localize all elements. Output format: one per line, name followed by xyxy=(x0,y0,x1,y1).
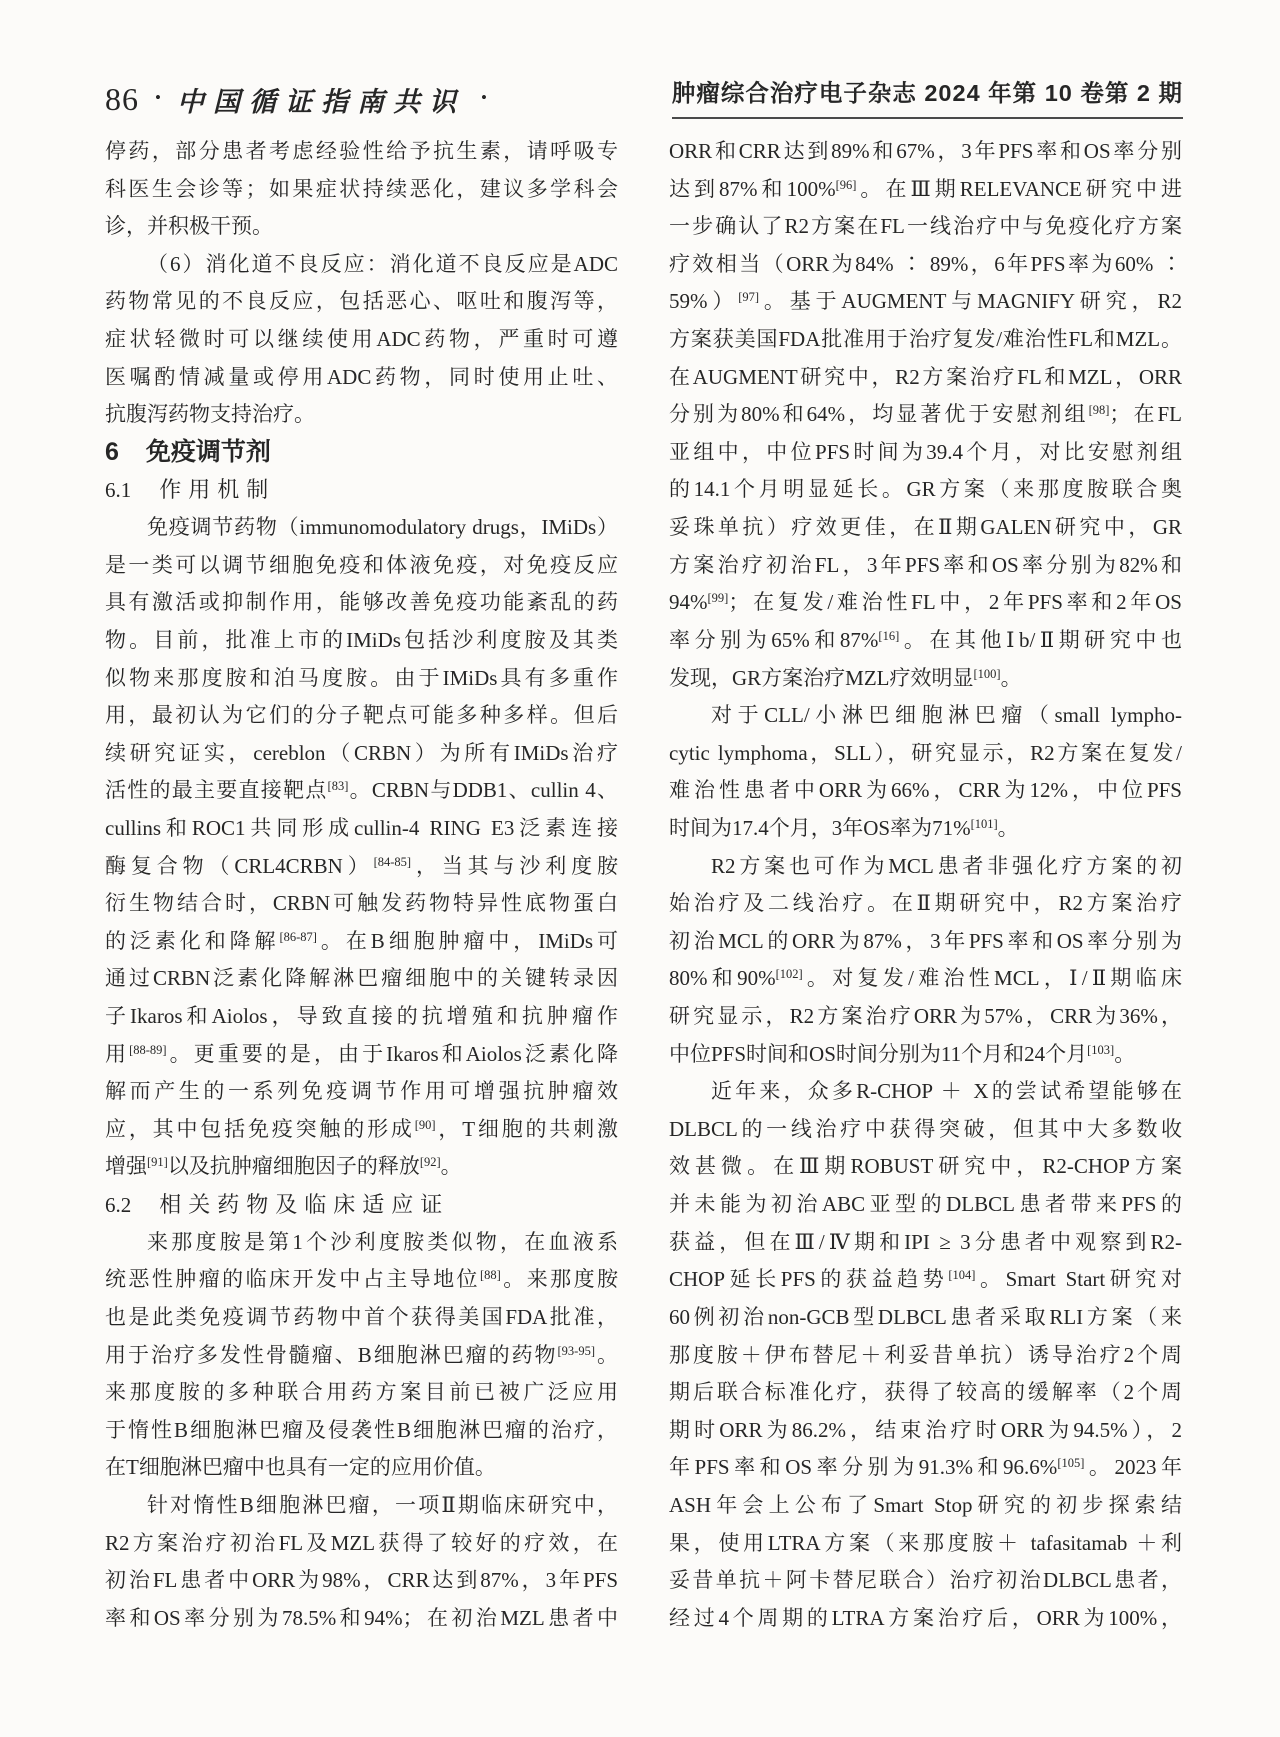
text-line-right-17: cytic lymphoma，SLL），研究显示，R2方案在复发/ xyxy=(669,740,1182,765)
text-line-right-36: 年PFS率和OS率分别为91.3%和96.6%[105]。2023年 xyxy=(669,1455,1182,1480)
text-line-right-28: 效甚微。在Ⅲ期ROBUST研究中，R2-CHOP方案 xyxy=(669,1154,1182,1179)
text-line-right-38: 果，使用LTRA方案（来那度胺＋ tafasitamab ＋利 xyxy=(669,1530,1182,1555)
text-line-left-3: 诊，并积极干预。 xyxy=(105,214,273,239)
text-line-left-7: 医嘱酌情减量或停用ADC药物，同时使用止吐、 xyxy=(105,364,618,389)
text-line-left-33: 用于治疗多发性骨髓瘤、B细胞淋巴瘤的药物[93-95]。 xyxy=(105,1342,618,1367)
text-line-right-9: 亚组中，中位PFS时间为39.4个月，对比安慰剂组 xyxy=(669,439,1182,464)
text-line-right-15: 发现，GR方案治疗MZL疗效明显[100]。 xyxy=(669,665,1022,690)
text-line-left-24: 子Ikaros和Aiolos，导致直接的抗增殖和抗肿瘤作 xyxy=(105,1004,618,1029)
citation-ref: [98] xyxy=(1088,403,1110,418)
text-line-right-3: 一步确认了R2方案在FL一线治疗中与免疫化疗方案 xyxy=(669,214,1182,239)
text-line-right-1: ORR和CRR达到89%和67%，3年PFS率和OS率分别 xyxy=(669,139,1182,163)
text-line-left-30: 来那度胺是第1个沙利度胺类似物，在血液系 xyxy=(147,1229,618,1254)
text-line-right-33: 那度胺＋伊布替尼＋利妥昔单抗）诱导治疗2个周 xyxy=(669,1342,1182,1367)
text-line-right-8: 分别为80%和64%，均显著优于安慰剂组[98]；在FL xyxy=(669,402,1182,427)
text-line-left-23: 通过CRBN泛素化降解淋巴瘤细胞中的关键转录因 xyxy=(105,966,618,991)
running-head-left xyxy=(105,80,503,119)
page-number: 86 xyxy=(105,81,139,117)
citation-ref: [105] xyxy=(1057,1456,1085,1471)
citation-ref: [88-89] xyxy=(129,1042,167,1057)
citation-ref: [84-85] xyxy=(373,854,412,869)
journal-issue: 肿瘤综合治疗电子杂志 2024 年第 10 卷第 2 期 xyxy=(672,74,1183,119)
text-line-right-21: 始治疗及二线治疗。在Ⅱ期研究中，R2方案治疗 xyxy=(669,891,1182,916)
text-line-left-15: 似物来那度胺和泊马度胺。由于IMiDs具有多重作 xyxy=(105,665,618,690)
text-line-right-23: 80%和90%[102]。对复发/难治性MCL，Ⅰ/Ⅱ期临床 xyxy=(669,966,1182,991)
citation-ref: [90] xyxy=(414,1117,436,1132)
text-line-left-26: 解而产生的一系列免疫调节作用可增强抗肿瘤效 xyxy=(105,1079,618,1104)
text-line-right-10: 的14.1个月明显延长。GR方案（来那度胺联合奥 xyxy=(669,477,1182,502)
text-line-left-22: 的泛素化和降解[86-87]。在B细胞肿瘤中，IMiDs可 xyxy=(105,928,618,953)
text-line-left-2: 科医生会诊等；如果症状持续恶化，建议多学科会 xyxy=(105,176,618,201)
citation-ref: [92] xyxy=(419,1155,441,1170)
citation-ref: [103] xyxy=(1087,1042,1115,1057)
text-line-left-8: 抗腹泻药物支持治疗。 xyxy=(105,402,315,427)
text-line-left-31: 统恶性肿瘤的临床开发中占主导地位[88]。来那度胺 xyxy=(105,1267,618,1292)
bullet-icon: • xyxy=(480,87,487,107)
citation-ref: [99] xyxy=(707,591,729,606)
text-line-right-6: 方案获美国FDA批准用于治疗复发/难治性FL和MZL。 xyxy=(669,327,1182,352)
heading-title: 免疫调节剂 xyxy=(145,437,271,466)
citation-ref: [16] xyxy=(878,628,900,643)
citation-ref: [83] xyxy=(327,779,349,794)
heading-number: 6.1 xyxy=(105,478,132,503)
text-line-right-19: 时间为17.4个月，3年OS率为71%[101]。 xyxy=(669,815,1019,840)
text-line-left-35: 于惰性B细胞淋巴瘤及侵袭性B细胞淋巴瘤的治疗， xyxy=(105,1417,618,1442)
text-line-right-29: 并未能为初治ABC亚型的DLBCL患者带来PFS的 xyxy=(669,1192,1182,1217)
text-line-left-13: 具有激活或抑制作用，能够改善免疫功能紊乱的药 xyxy=(105,590,618,615)
text-line-right-34: 期后联合标准化疗，获得了较高的缓解率（2个周 xyxy=(669,1380,1182,1405)
citation-ref: [93-95] xyxy=(557,1343,596,1358)
text-line-left-1: 停药，部分患者考虑经验性给予抗生素，请呼吸专 xyxy=(105,139,618,163)
text-line-right-4: 疗效相当（ORR为84% ∶ 89%，6年PFS率为60% ∶ xyxy=(669,251,1182,276)
text-line-right-14: 率分别为65%和87%[16]。在其他Ⅰb/Ⅱ期研究中也 xyxy=(669,627,1182,652)
text-line-left-11: 免疫调节药物（immunomodulatory drugs，IMiDs） xyxy=(147,515,618,540)
text-columns xyxy=(105,133,1182,1637)
bullet-icon: • xyxy=(155,87,161,107)
text-line-left-37: 针对惰性B细胞淋巴瘤，一项Ⅱ期临床研究中， xyxy=(147,1492,618,1517)
citation-ref: [91] xyxy=(147,1155,168,1170)
text-line-left-20: 酶复合物（CRL4CRBN）[84-85]，当其与沙利度胺 xyxy=(105,853,618,878)
text-line-right-12: 方案治疗初治FL，3年PFS率和OS率分别为82%和 xyxy=(669,552,1182,577)
text-line-left-25: 用[88-89]。更重要的是，由于Ikaros和Aiolos泛素化降 xyxy=(105,1041,618,1066)
text-line-right-40: 经过4个周期的LTRA方案治疗后，ORR为100%， xyxy=(669,1605,1182,1630)
running-head xyxy=(105,74,1183,119)
citation-ref: [96] xyxy=(835,177,857,192)
text-line-left-40: 率和OS率分别为78.5%和94%；在初治MZL患者中 xyxy=(105,1605,618,1630)
text-line-left-39: 初治FL患者中ORR为98%，CRR达到87%，3年PFS xyxy=(105,1568,618,1593)
text-line-right-22: 初治MCL的ORR为87%，3年PFS率和OS率分别为 xyxy=(669,928,1182,953)
text-line-left-18: 活性的最主要直接靶点[83]。CRBN与DDB1、cullin 4、 xyxy=(105,778,618,803)
text-line-right-5: 59%）[97]。基于AUGMENT与MAGNIFY研究，R2 xyxy=(669,289,1182,314)
citation-ref: [100] xyxy=(973,666,1001,681)
text-line-left-16: 用，最初认为它们的分子靶点可能多种多样。但后 xyxy=(105,703,618,728)
citation-ref: [97] xyxy=(738,290,760,305)
text-line-left-27: 应，其中包括免疫突触的形成[90]，T细胞的共刺激 xyxy=(105,1116,618,1141)
text-line-right-39: 妥昔单抗＋阿卡替尼联合）治疗初治DLBCL患者， xyxy=(669,1568,1182,1593)
text-line-right-31: CHOP延长PFS的获益趋势[104]。Smart Start研究对 xyxy=(669,1267,1182,1292)
text-line-left-6: 症状轻微时可以继续使用ADC药物，严重时可遵 xyxy=(105,327,618,352)
citation-ref: [101] xyxy=(970,816,998,831)
text-line-left-4: （6）消化道不良反应：消化道不良反应是ADC xyxy=(147,251,618,276)
text-line-right-32: 60例初治non-GCB型DLBCL患者采取RLI方案（来 xyxy=(669,1304,1182,1329)
text-line-right-26: 近年来，众多R-CHOP ＋ X的尝试希望能够在 xyxy=(711,1079,1182,1104)
heading-title: 相关药物及临床适应证 xyxy=(159,1192,450,1218)
text-line-right-37: ASH年会上公布了Smart Stop研究的初步探索结 xyxy=(669,1492,1182,1517)
text-line-right-24: 研究显示，R2方案治疗ORR为57%，CRR为36%， xyxy=(669,1004,1182,1029)
text-line-left-36: 在T细胞淋巴瘤中也具有一定的应用价值。 xyxy=(105,1455,496,1480)
citation-ref: [102] xyxy=(775,967,803,982)
text-line-right-20: R2方案也可作为MCL患者非强化疗方案的初 xyxy=(711,853,1182,878)
citation-ref: [104] xyxy=(948,1268,976,1283)
text-line-left-5: 药物常见的不良反应，包括恶心、呕吐和腹泻等， xyxy=(105,289,618,314)
heading-number: 6.2 xyxy=(105,1193,132,1218)
text-line-left-19: cullins和ROC1共同形成cullin-4 RING E3泛素连接 xyxy=(105,815,618,840)
text-line-right-30: 获益，但在Ⅲ/Ⅳ期和IPI ≥ 3分患者中观察到R2- xyxy=(669,1229,1182,1254)
text-line-right-25: 中位PFS时间和OS时间分别为11个月和24个月[103]。 xyxy=(669,1041,1136,1066)
text-line-left-32: 也是此类免疫调节药物中首个获得美国FDA批准， xyxy=(105,1304,618,1329)
right-column xyxy=(669,133,1182,1637)
text-line-right-16: 对于CLL/小淋巴细胞淋巴瘤（small lympho- xyxy=(711,703,1182,728)
subsection-heading xyxy=(105,1186,618,1224)
text-line-left-21: 衍生物结合时，CRBN可触发药物特异性底物蛋白 xyxy=(105,891,618,916)
text-line-right-11: 妥珠单抗）疗效更佳，在Ⅱ期GALEN研究中，GR xyxy=(669,515,1182,540)
citation-ref: [86-87] xyxy=(279,929,317,944)
text-line-left-17: 续研究证实，cereblon（CRBN）为所有IMiDs治疗 xyxy=(105,740,618,765)
heading-number: 6 xyxy=(105,437,119,466)
citation-ref: [88] xyxy=(480,1268,501,1283)
section-heading xyxy=(105,434,618,472)
text-line-right-13: 94%[99]；在复发/难治性FL中，2年PFS率和2年OS xyxy=(669,590,1182,615)
text-line-right-2: 达到87%和100%[96]。在Ⅲ期RELEVANCE研究中进 xyxy=(669,176,1182,201)
text-line-left-12: 是一类可以调节细胞免疫和体液免疫，对免疫反应 xyxy=(105,552,618,577)
text-line-left-28: 增强[91]以及抗肿瘤细胞因子的释放[92]。 xyxy=(105,1154,462,1179)
text-line-right-27: DLBCL的一线治疗中获得突破，但其中大多数收 xyxy=(669,1116,1182,1141)
heading-title: 作用机制 xyxy=(159,477,276,503)
text-line-left-34: 来那度胺的多种联合用药方案目前已被广泛应用 xyxy=(105,1380,618,1405)
left-column xyxy=(105,133,618,1637)
text-line-right-35: 期时ORR为86.2%，结束治疗时ORR为94.5%），2 xyxy=(669,1417,1182,1442)
text-line-left-38: R2方案治疗初治FL及MZL获得了较好的疗效，在 xyxy=(105,1530,618,1555)
text-line-right-7: 在AUGMENT研究中，R2方案治疗FL和MZL，ORR xyxy=(669,364,1182,389)
subsection-heading xyxy=(105,471,618,509)
text-line-right-18: 难治性患者中ORR为66%，CRR为12%，中位PFS xyxy=(669,778,1182,803)
series-title: 中国循证指南共识 xyxy=(176,87,465,117)
text-line-left-14: 物。目前，批准上市的IMiDs包括沙利度胺及其类 xyxy=(105,627,618,652)
